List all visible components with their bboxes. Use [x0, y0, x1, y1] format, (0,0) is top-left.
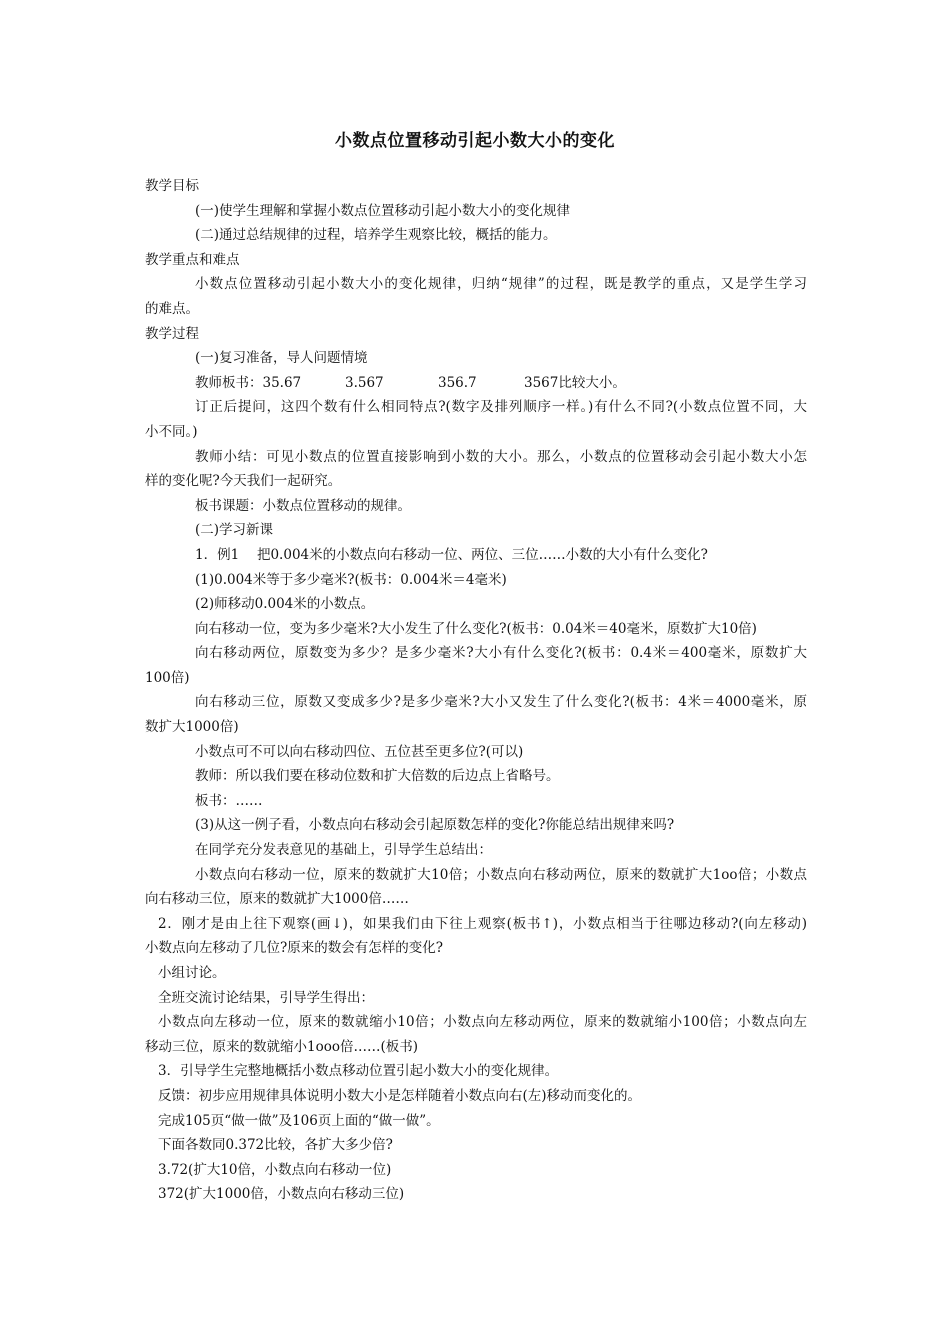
paragraph-line: 教师小结：可见小数点的位置直接影响到小数的大小。那么，小数点的位置移动会引起小数大小怎: [195, 448, 807, 465]
paragraph-line: (二)学习新课: [195, 522, 274, 539]
paragraph-line: 全班交流讨论结果，引导学生得出：: [158, 989, 374, 1006]
paragraph-line: 小数点向左移动一位，原来的数就缩小10倍；小数点向左移动两位，原来的数就缩小100倍；小数点向左: [158, 1014, 807, 1031]
paragraph-line: 下面各数同0.372比较，各扩大多少倍?: [158, 1137, 393, 1154]
board-number: 3.567: [345, 374, 384, 391]
section-heading: 教学目标: [145, 178, 199, 194]
paragraph-line: (3)从这一例子看，小数点向右移动会引起原数怎样的变化?你能总结出规律来吗?: [195, 817, 675, 834]
board-number: 356.7: [438, 374, 477, 391]
paragraph-line: 教师：所以我们要在移动位数和扩大倍数的后边点上省略号。: [195, 768, 560, 785]
paragraph-line: 100倍): [145, 669, 190, 686]
paragraph-line: 订正后提问，这四个数有什么相同特点?(数字及排列顺序一样。)有什么不同?(小数点位置不同，大: [195, 399, 807, 416]
paragraph-line: 372(扩大1000倍，小数点向右移动三位): [158, 1186, 405, 1203]
paragraph-line: 3．引导学生完整地概括小数点移动位置引起小数大小的变化规律。: [158, 1063, 559, 1080]
paragraph-line: 数扩大1000倍): [145, 719, 239, 736]
paragraph-line: (二)通过总结规律的过程，培养学生观察比较，概括的能力。: [195, 227, 557, 244]
paragraph-line: 小数点可不可以向右移动四位、五位甚至更多位?(可以): [195, 743, 524, 760]
paragraph-line: 在同学充分发表意见的基础上，引导学生总结出：: [195, 842, 492, 859]
paragraph-line: 移动三位，原来的数就缩小1ooo倍……(板书): [145, 1038, 419, 1055]
paragraph-line: 3.72(扩大10倍，小数点向右移动一位): [158, 1161, 392, 1178]
paragraph-line: 小数点位置移动引起小数大小的变化规律，归纳“规律”的过程，既是教学的重点，又是学生学习: [195, 276, 807, 293]
paragraph-line: 板书课题：小数点位置移动的规律。: [195, 497, 411, 514]
document-body: [145, 174, 807, 1207]
paragraph-line: 板书：……: [195, 792, 263, 809]
paragraph-line: 小不同。): [145, 423, 198, 440]
board-prefix: 教师板书：35.67: [195, 374, 302, 391]
paragraph-line: 向右移动两位，原数变为多少？是多少毫米?大小有什么变化?(板书：0.4米＝400毫米，原数扩大: [195, 645, 807, 662]
paragraph-line: (1)0.004米等于多少毫米?(板书：0.004米＝4毫米): [195, 571, 507, 588]
paragraph-line: (2)师移动0.004米的小数点。: [195, 596, 375, 613]
paragraph-line: 向右移动三位，原数又变成多少?是多少毫米?大小又发生了什么变化?(板书：4米＝4000毫米，原: [195, 694, 807, 711]
board-line: [145, 371, 807, 396]
paragraph-line: (一)复习准备，导人问题情境: [195, 350, 368, 367]
paragraph-line: (一)使学生理解和掌握小数点位置移动引起小数大小的变化规律: [195, 202, 571, 219]
paragraph-line: 2．刚才是由上往下观察(画↓)，如果我们由下往上观察(板书↑)，小数点相当于往哪边移动?(向左移动): [158, 915, 807, 932]
board-number: 3567比较大小。: [524, 374, 626, 391]
section-heading: 教学重点和难点: [145, 251, 240, 268]
paragraph-line: 向右移动一位，变为多少毫米?大小发生了什么变化?(板书：0.04米＝40毫米，原数扩大10倍): [195, 620, 757, 637]
paragraph-line: 小组讨论。: [158, 965, 226, 981]
section-heading: 教学过程: [145, 325, 199, 342]
paragraph-line: 向右移动三位，原来的数就扩大1000倍……: [145, 891, 409, 908]
paragraph-line: 小数点向左移动了几位?原来的数会有怎样的变化?: [145, 940, 443, 957]
page-title: 小数点位置移动引起小数大小的变化: [335, 131, 615, 151]
paragraph-line: 完成105页“做一做”及106页上面的“做一做”。: [158, 1112, 440, 1129]
paragraph-line: 1．例1 把0.004米的小数点向右移动一位、两位、三位……小数的大小有什么变化?: [195, 546, 708, 563]
paragraph-line: 小数点向右移动一位，原来的数就扩大10倍；小数点向右移动两位，原来的数就扩大1oo倍；小数点: [195, 866, 807, 883]
paragraph-line: 反馈：初步应用规律具体说明小数大小是怎样随着小数点向右(左)移动而变化的。: [158, 1087, 642, 1104]
paragraph-line: 样的变化呢?今天我们一起研究。: [145, 473, 342, 490]
paragraph-line: 的难点。: [145, 300, 199, 317]
